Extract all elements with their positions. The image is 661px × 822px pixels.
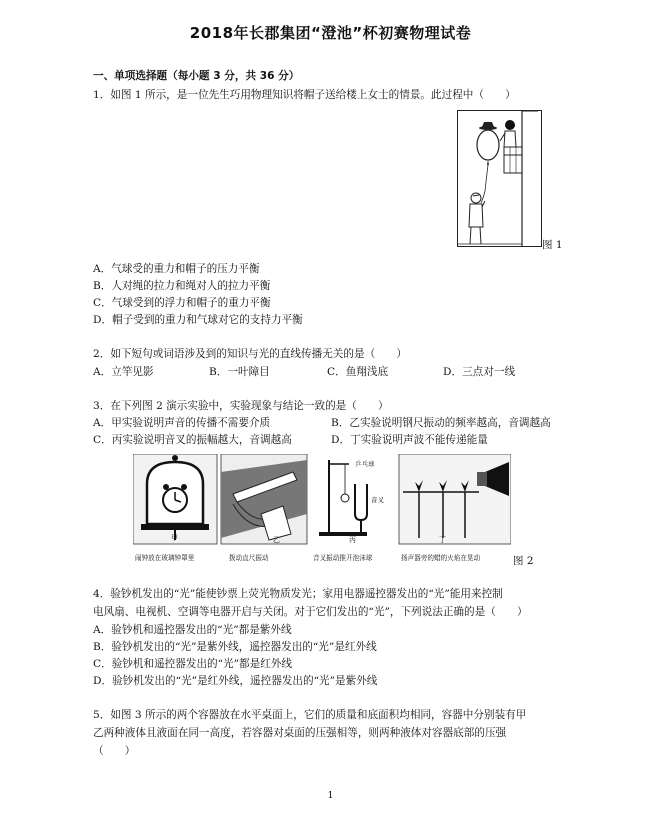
label-tuning-fork: 音叉: [371, 496, 384, 504]
q2-option-d: D．三点对一线: [443, 366, 516, 378]
q4-stem-line-2: 电风扇、电视机、空调等电器开启与关闭。对于它们发出的“光”，下列说法正确的是（ ）: [93, 606, 528, 618]
sound-experiments-illustration: [133, 454, 511, 567]
section-heading: 一、单项选择题（每小题 3 分，共 36 分）: [93, 70, 300, 82]
q4-option-b: B．验钞机发出的“光”是紫外线，遥控器发出的“光”是红外线: [93, 641, 377, 653]
q2-option-b: B．一叶障目: [209, 366, 270, 378]
q4-stem-line-1: 4．验钞机发出的“光”能使钞票上荧光物质发光；家用电器遥控器发出的“光”能用来控制: [93, 588, 503, 600]
figure-1-caption: 图 1: [542, 239, 563, 251]
q2-stem: 2．如下短句或词语涉及到的知识与光的直线传播无关的是（ ）: [93, 348, 407, 360]
balloon-hat-illustration: [458, 111, 541, 246]
page-title: 2018年长郡集团“澄池”杯初赛物理试卷: [189, 24, 472, 42]
q4-option-d: D．验钞机发出的“光”是红外线，遥控器发出的“光”是紫外线: [93, 675, 378, 687]
q3-option-b: B．乙实验说明钢尺振动的频率越高，音调越高: [331, 417, 551, 429]
q3-option-c: C．丙实验说明音叉的振幅越大，音调越高: [93, 434, 292, 446]
q1-stem: 1．如图 1 所示，是一位先生巧用物理知识将帽子送给楼上女士的情景。此过程中（ ）: [93, 89, 516, 101]
label-yi: 乙: [273, 536, 280, 544]
q5-stem-line-2: 乙两种液体且液面在同一高度，若容器对桌面的压强相等，则两种液体对容器底部的压强: [93, 727, 507, 739]
label-pingpong: 乒乓球: [355, 460, 375, 468]
q3-stem: 3．在下列图 2 演示实验中，实验现象与结论一致的是（ ）: [93, 400, 389, 412]
q2-option-c: C．鱼翔浅底: [327, 366, 389, 378]
experiment-tuning-fork: [311, 454, 395, 544]
q3-option-a: A．甲实验说明声音的传播不需要介质: [93, 417, 271, 429]
experiment-bell-jar: [133, 454, 217, 544]
figure-1: [457, 110, 542, 247]
caption-speaker: 扬声器旁的蜡的火焰在晃动: [401, 554, 481, 562]
figure-2-caption: 图 2: [513, 555, 534, 567]
q2-option-a: A．立竿见影: [93, 366, 154, 378]
q1-option-c: C．气球受到的浮力和帽子的重力平衡: [93, 297, 271, 309]
q5-stem-line-3: （ ）: [93, 745, 136, 757]
label-jia: 甲: [171, 534, 178, 542]
label-ding: 丁: [439, 536, 446, 544]
q3-option-d: D．丁实验说明声波不能传递能量: [331, 434, 488, 446]
experiment-ruler: [221, 454, 307, 544]
q1-option-b: B．人对绳的拉力和绳对人的拉力平衡: [93, 280, 271, 292]
q4-option-a: A．验钞机和遥控器发出的“光”都是紫外线: [93, 624, 292, 636]
experiment-speaker-candle: [399, 454, 511, 544]
q1-option-a: A．气球受的重力和帽子的压力平衡: [93, 263, 260, 275]
label-bing: 丙: [349, 536, 356, 544]
q5-stem-line-1: 5．如图 3 所示的两个容器放在水平桌面上，它们的质量和底面积均相同，容器中分别装有甲: [93, 709, 527, 721]
figure-2: [133, 454, 511, 567]
caption-ruler: 拨动直尺振动: [229, 554, 269, 562]
q1-option-d: D．帽子受到的重力和气球对它的支持力平衡: [93, 314, 303, 326]
caption-tuning-fork: 音叉振动推开泡沫球: [313, 554, 373, 562]
page-number: 1: [327, 790, 334, 801]
q4-option-c: C．验钞机和遥控器发出的“光”都是红外线: [93, 658, 293, 670]
caption-bell-jar: 闹钟放在玻璃钟罩里: [135, 554, 195, 562]
